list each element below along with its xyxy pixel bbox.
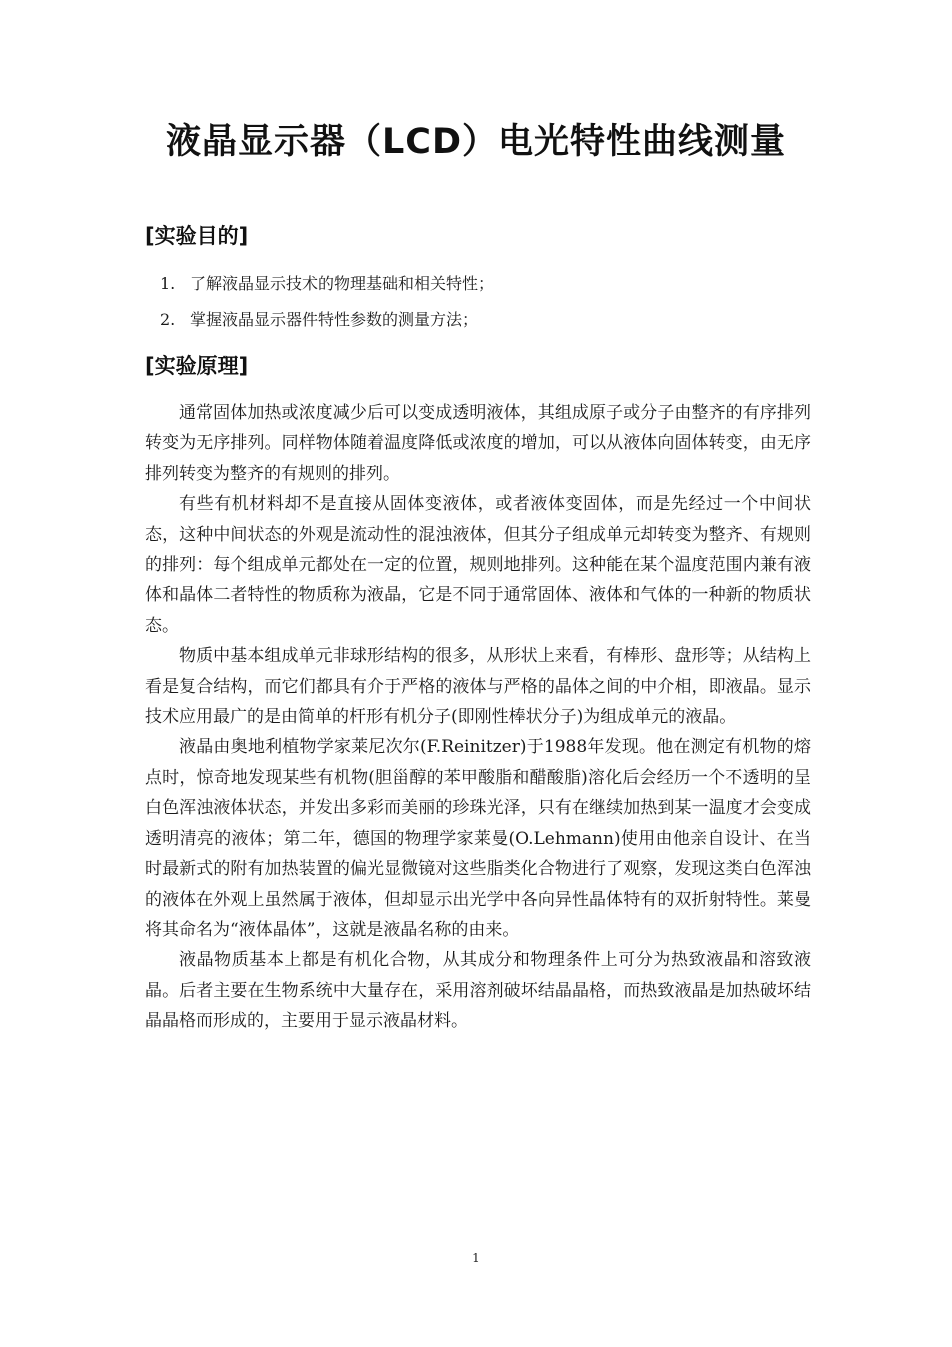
objectives-list (160, 271, 494, 343)
paragraph: 通常固体加热或浓度减少后可以变成透明液体，其组成原子或分子由整齐的有序排列转变为无序排列。同样物体随着温度降低或浓度的增加，可以从液体向固体转变，由无序排列转变为整齐的有规则的排列。 (145, 403, 811, 484)
paragraph: 物质中基本组成单元非球形结构的很多，从形状上来看，有棒形、盘形等；从结构上看是复合结构，而它们都具有介于严格的液体与严格的晶体之间的中介相，即液晶。显示技术应用最广的是由简单的杆形有机分子(即刚性棒状分子)为组成单元的液晶。 (145, 646, 811, 728)
paragraph: 有些有机材料却不是直接从固体变液体，或者液体变固体，而是先经过一个中间状态，这种中间状态的外观是流动性的混浊液体，但其分子组成单元却转变为整齐、有规则的排列：每个组成单元都处在一定的位置，规则地排列。这种能在某个温度范围内兼有液体和晶体二者特性的物质称为液晶，它是不同于通常固体、液体和气体的一种新的物质状态。 (145, 494, 811, 636)
list-item-number: 2. (160, 310, 176, 329)
principle-body (145, 398, 811, 1037)
list-item (160, 271, 494, 307)
section-heading-principle: [实验原理] (145, 354, 249, 378)
page-number: 1 (472, 1251, 480, 1265)
paragraph: 液晶物质基本上都是有机化合物，从其成分和物理条件上可分为热致液晶和溶致液晶。后者主要在生物系统中大量存在，采用溶剂破坏结晶晶格，而热致液晶是加热破坏结晶晶格而形成的，主要用于显示液晶材料。 (145, 950, 811, 1032)
list-item-number: 1. (160, 274, 176, 293)
list-item-text: 掌握液晶显示器件特性参数的测量方法； (190, 310, 479, 329)
list-item-text: 了解液晶显示技术的物理基础和相关特性； (190, 274, 495, 293)
paragraph: 液晶由奥地利植物学家莱尼次尔(F.Reinitzer)于1988年发现。他在测定有机物的熔点时，惊奇地发现某些有机物(胆甾醇的苯甲酸脂和醋酸脂)溶化后会经历一个不透明的呈白色浑浊液体状态，并发出多彩而美丽的珍珠光泽，只有在继续加热到某一温度才会变成透明清亮的液体；第二年，德国的物理学家莱曼(O.Lehmann)使用由他亲自设计、在当时最新式的附有加热装置的偏光显微镜对这些脂类化合物进行了观察，发现这类白色浑浊的液体在外观上虽然属于液体，但却显示出光学中各向异性晶体特有的双折射特性。莱曼将其命名为“液体晶体”，这就是液晶名称的由来。 (145, 737, 811, 940)
list-item (160, 307, 494, 343)
page-title: 液晶显示器（LCD）电光特性曲线测量 (165, 122, 787, 162)
section-heading-purpose: [实验目的] (145, 224, 249, 248)
